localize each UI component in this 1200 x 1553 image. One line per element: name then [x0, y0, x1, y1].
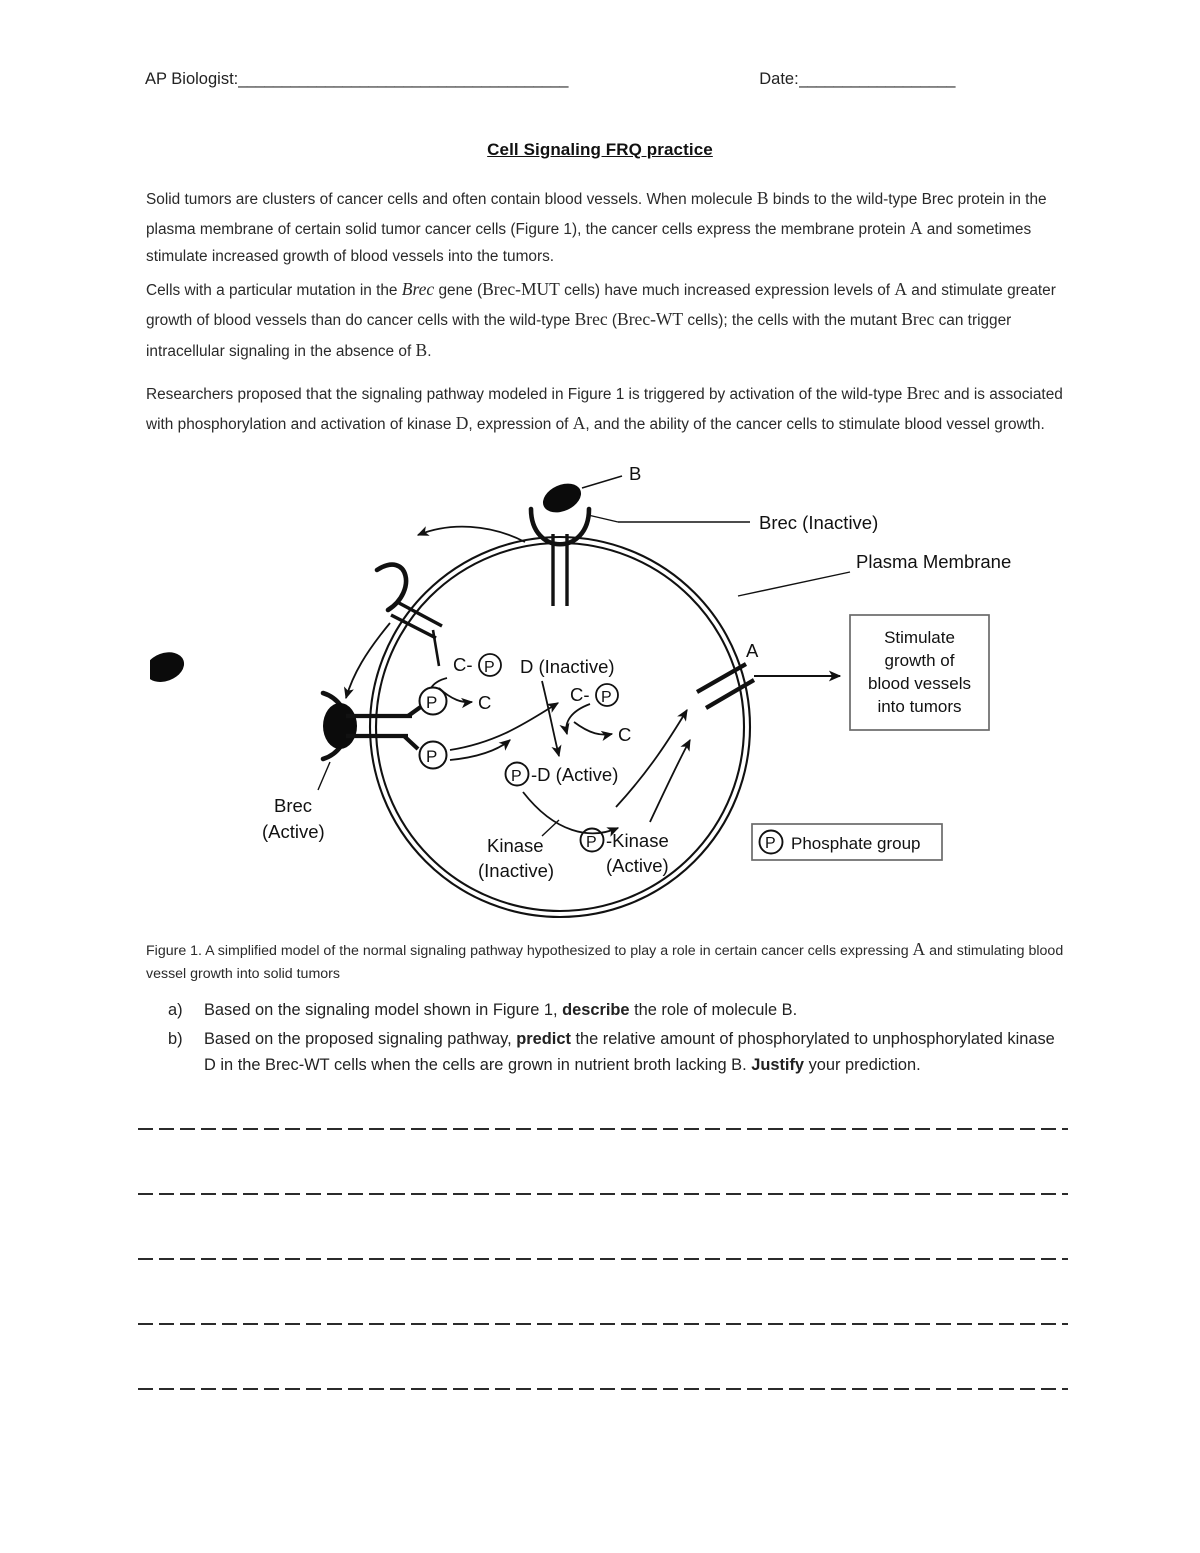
label-c-lower: C	[618, 724, 632, 745]
arrow-kinase-activation	[523, 792, 618, 833]
question-b-marker: b)	[168, 1029, 183, 1048]
p2-seg-a: Cells with a particular mutation in the	[146, 282, 402, 299]
p3-seg-b: and is associated with phosphorylation and activation of kinase	[146, 386, 1063, 434]
p2-seg-e: (	[607, 312, 618, 330]
arrow-kinase-to-a	[650, 740, 690, 822]
figcap-seg-a: Figure 1. A simplified model of the normal signaling pathway hypothesized to play a role in certain cancer cells expressing	[146, 943, 913, 959]
label-brec-inactive: Brec (Inactive)	[759, 512, 879, 533]
answer-line[interactable]	[138, 1323, 1068, 1325]
svg-text:Phosphate group: Phosphate group	[791, 834, 921, 853]
plasma-membrane-inner	[376, 543, 744, 911]
label-p-d-active	[506, 763, 619, 786]
svg-text:-Kinase: -Kinase	[606, 830, 669, 851]
p2-seg-g: can trigger intracellular signaling in the absence of	[146, 312, 1012, 360]
arrow-receptor-to-d-1	[450, 703, 558, 750]
p2-seg-f: cells); the cells with the mutant	[683, 312, 902, 330]
answer-line[interactable]	[138, 1388, 1068, 1390]
svg-text:(Inactive): (Inactive)	[478, 860, 555, 881]
p2-seg-h: .	[427, 342, 432, 360]
svg-text:P: P	[511, 768, 522, 785]
answer-line[interactable]	[138, 1128, 1068, 1130]
question-item-b	[168, 1026, 1068, 1079]
figure-caption	[146, 935, 1086, 986]
date-fill-in-rule[interactable]: __________________	[798, 70, 955, 88]
figcap-seg-b: and stimulating blood vessel growth into solid tumors	[146, 943, 1064, 983]
question-item-a	[168, 997, 1068, 1024]
question-b-pre: Based on the proposed signaling pathway,	[204, 1029, 517, 1048]
svg-text:(Active): (Active)	[606, 855, 669, 876]
label-kinase-inactive	[478, 835, 554, 881]
student-header	[145, 70, 1080, 89]
brec-inactive-receptor	[531, 509, 589, 606]
paragraph-hypothesis	[146, 378, 1084, 439]
p2-seg-b: gene (	[434, 282, 483, 299]
question-a-marker: a)	[168, 1001, 183, 1019]
name-fill-in-rule[interactable]: ______________________________________	[238, 70, 568, 88]
p1-seg-c: protein in the plasma membrane of certain solid tumor cancer cells (Figure 1), the cancer cells express the membrane protein	[146, 191, 1047, 239]
label-protein-a: A	[746, 640, 759, 661]
question-b-verb2: Justify	[751, 1056, 805, 1075]
label-plasma-membrane: Plasma Membrane	[856, 551, 1012, 572]
ap-biologist-label: AP Biologist:	[145, 70, 239, 88]
question-b-post2: your prediction.	[804, 1056, 921, 1075]
p3-seg-d: , and the ability of the cancer cells to stimulate blood vessel growth.	[585, 416, 1045, 434]
p1-brec: Brec	[921, 191, 954, 208]
paragraph-intro	[146, 183, 1084, 270]
p3-seg-c: , expression of	[468, 416, 573, 434]
label-d-inactive: D (Inactive)	[520, 656, 615, 677]
p1-molecule-b: B	[756, 188, 769, 208]
svg-text:P: P	[586, 834, 597, 851]
label-c-upper: C	[478, 692, 492, 713]
question-list	[168, 997, 1068, 1081]
label-brec-active	[262, 795, 325, 842]
svg-text:P: P	[765, 835, 776, 852]
membrane-protein-a	[697, 664, 754, 708]
arrow-c-out-lower	[574, 722, 612, 735]
p2-brec-3: Brec	[901, 309, 935, 330]
arrow-to-active-brec	[346, 623, 390, 698]
svg-text:P: P	[426, 693, 438, 712]
signaling-pathway-svg	[150, 460, 1080, 930]
svg-text:C-: C-	[570, 684, 590, 705]
svg-text:C-: C-	[453, 654, 473, 675]
answer-lines[interactable]	[138, 1128, 1068, 1453]
p3-kinase-d: D	[455, 413, 469, 434]
page-title: Cell Signaling FRQ practice	[487, 140, 713, 159]
p2-protein-a: A	[894, 279, 907, 299]
paragraph-mutation	[146, 274, 1084, 365]
figcap-protein-a: A	[912, 939, 926, 959]
question-a-post: the role of molecule B.	[629, 1001, 798, 1019]
p3-seg-a: Researchers proposed that the signaling pathway modeled in Figure 1 is triggered by activation of the wild-type	[146, 386, 907, 403]
question-a-pre: Based on the signaling model shown in Figure 1,	[204, 1001, 563, 1019]
p2-brec-mut: Brec-MUT	[482, 279, 560, 299]
p1-seg-a: Solid tumors are clusters of cancer cells and often contain blood vessels. When molecule	[146, 191, 757, 208]
svg-text:Kinase: Kinase	[487, 835, 544, 856]
p1-seg-b: binds to the wild-type	[768, 191, 922, 208]
answer-line[interactable]	[138, 1258, 1068, 1260]
svg-text:into tumors: into tumors	[877, 697, 962, 716]
label-molecule-b: B	[629, 463, 642, 484]
answer-line[interactable]	[138, 1193, 1068, 1195]
arrow-d-to-pd	[542, 681, 559, 756]
p2-molecule-b: B	[415, 339, 428, 360]
question-b-verb: predict	[516, 1029, 571, 1048]
svg-text:(Active): (Active)	[262, 821, 325, 842]
svg-text:Stimulate: Stimulate	[884, 628, 955, 647]
p1-protein-a: A	[909, 218, 923, 239]
question-a-verb: describe	[562, 1001, 630, 1019]
question-b-post: the relative amount of phosphorylated to unphosphorylated kinase D in the Brec-WT cells when the cells are grown in nutrient broth lacking B.	[204, 1029, 1055, 1075]
p3-protein-a: A	[572, 413, 586, 434]
arrow-b-release	[418, 527, 525, 542]
svg-text:-D (Active): -D (Active)	[531, 764, 619, 785]
molecule-b-ligand-top	[538, 478, 585, 518]
p2-brec-gene: Brec	[401, 279, 435, 299]
p2-brec-2: Brec	[574, 309, 608, 330]
p1-seg-d: and sometimes stimulate increased growth of blood vessels into the tumors.	[146, 221, 1032, 265]
label-c-phosphate-upper	[453, 654, 501, 676]
svg-text:P: P	[484, 659, 495, 676]
date-label: Date:	[759, 70, 799, 88]
svg-text:P: P	[601, 689, 612, 706]
p2-seg-d: and stimulate greater growth of blood vessels than do cancer cells with the wild-type	[146, 282, 1056, 330]
svg-text:blood vessels: blood vessels	[867, 674, 972, 693]
p2-seg-c: cells) have much increased expression levels of	[559, 282, 895, 299]
label-p-kinase-active	[581, 829, 669, 877]
svg-text:Brec: Brec	[274, 795, 313, 816]
svg-text:growth of: growth of	[884, 651, 955, 670]
question-b-text	[204, 1026, 1068, 1079]
question-a-text	[204, 997, 1068, 1024]
brec-active-receptor	[323, 688, 447, 769]
svg-text:P: P	[426, 747, 438, 766]
p2-brec-wt: Brec-WT	[617, 309, 684, 330]
figure-1-diagram	[150, 460, 1080, 930]
p3-brec: Brec	[906, 383, 940, 403]
label-c-phosphate-lower	[570, 684, 618, 706]
plasma-membrane-outer	[370, 537, 750, 917]
